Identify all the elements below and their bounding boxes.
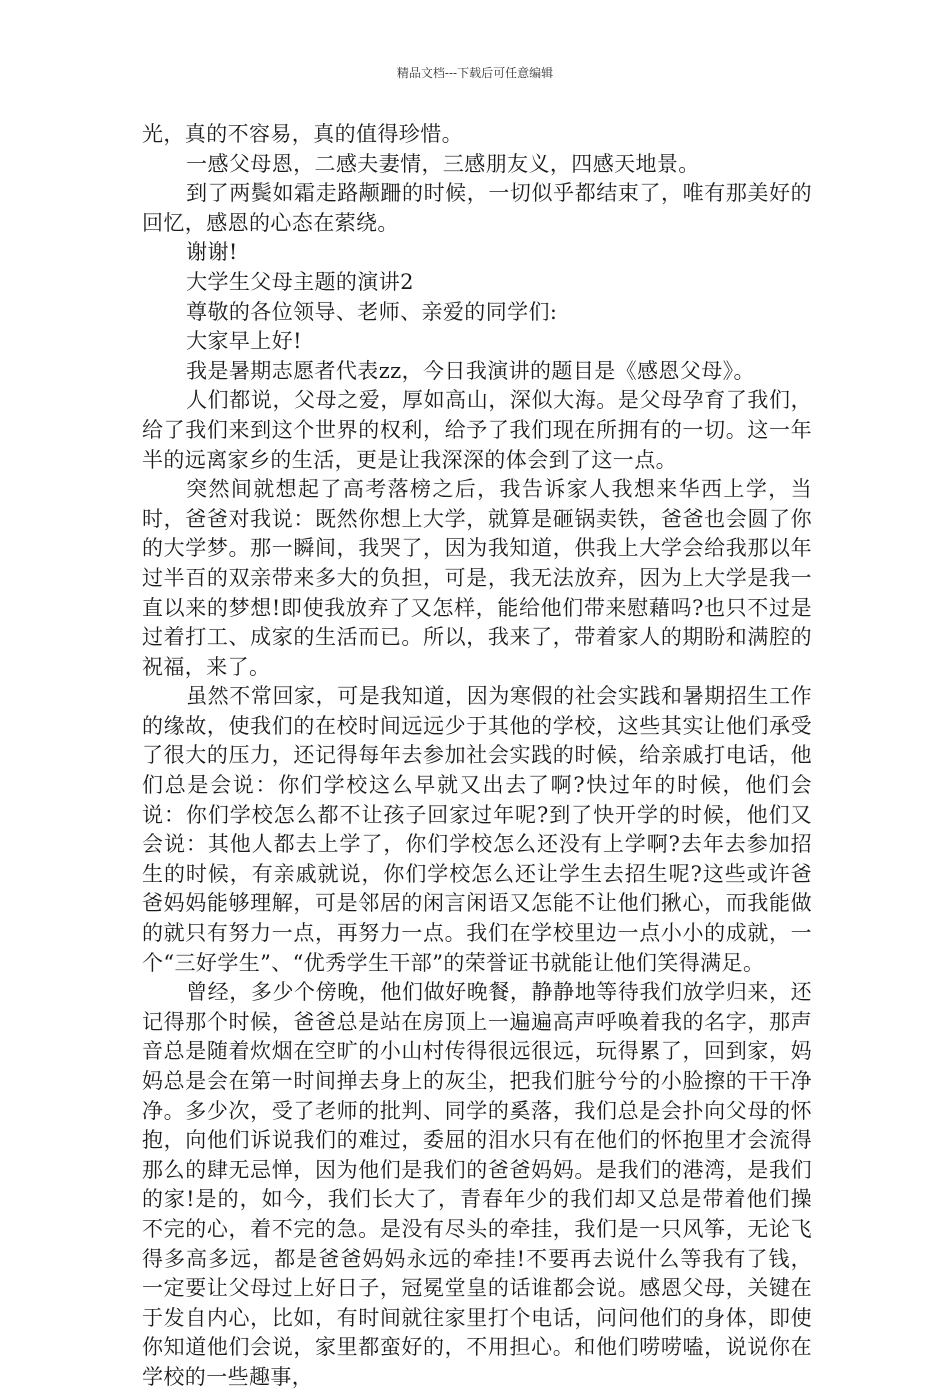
paragraph: 到了两鬓如霜走路颟跚的时候，一切似乎都结束了，唯有那美好的回忆，感恩的心态在萦绕。 [142,181,812,235]
paragraph: 我是暑期志愿者代表zz，今日我演讲的题目是《感恩父母》。 [186,358,755,383]
document-body [142,120,812,1393]
paragraph: 人们都说，父母之爱，厚如高山，深似大海。是父母孕育了我们，给了我们来到这个世界的权利，给予了我们现在所拥有的一切。这一年半的远离家乡的生活，更是让我深深的体会到了这一点。 [142,388,812,472]
paragraph: 突然间就想起了高考落榜之后，我告诉家人我想来华西上学，当时，爸爸对我说：既然你想上大学，就算是砸锅卖铁，爸爸也会圆了你的大学梦。那一瞬间，我哭了，因为我知道，供我上大学会给我那以年过半百的双亲带来多大的负担，可是，我无法放弃，因为上大学是我一直以来的梦想!即使我放弃了又怎样，能给他们带来慰藉吗?也只不过是过着打工、成家的生活而已。所以，我来了，带着家人的期盼和满腔的祝福，来了。 [142,477,812,679]
greeting: 大家早上好! [186,329,302,354]
paragraph: 曾经，多少个傍晚，他们做好晚餐，静静地等待我们放学归来，还记得那个时候，爸爸总是站在房顶上一遍遍高声呼唤着我的名字，那声音总是随着炊烟在空旷的小山村传得很远很远，玩得累了，回到家，妈妈总是会在第一时间掸去身上的灰尘，把我们脏兮兮的小脸擦的干干净净。多少次，受了老师的批判、同学的奚落，我们总是会扑向父母的怀抱，向他们诉说我们的难过，委屈的泪水只有在他们的怀抱里才会流得那么的肆无忌惮，因为他们是我们的爸爸妈妈。是我们的港湾，是我们的家!是的，如今，我们长大了，青春年少的我们却又总是带着他们操不完的心，着不完的急。是没有尽头的牵挂，我们是一只风筝，无论飞得多高多远，都是爸爸妈妈永远的牵挂!不要再去说什么等我有了钱，一定要让父母过上好日子，冠冕堂皇的话谁都会说。感恩父母，关键在于发自内心，比如，有时间就往家里打个电话，问问他们的身体，即使你知道他们会说，家里都蛮好的，不用担心。和他们唠唠嗑，说说你在学校的一些趣事， [142,980,812,1389]
paragraph: 谢谢! [186,240,238,265]
paragraph: 虽然不常回家，可是我知道，因为寒假的社会实践和暑期招生工作的缘故，使我们的在校时间远远少于其他的学校，这些其实让他们承受了很大的压力，还记得每年去参加社会实践的时候，给亲戚打电话，他们总是会说：你们学校这么早就又出去了啊?快过年的时候，他们会说：你们学校怎么都不让孩子回家过年呢?到了快开学的时候，他们又会说：其他人都去上学了，你们学校怎么还没有上学啊?去年去参加招生的时候，有亲戚就说，你们学校怎么还让学生去招生呢?这些或许爸爸妈妈能够理解，可是邻居的闲言闲语又怎能不让他们揪心，而我能做的就只有努力一点，再努力一点。我们在学校里边一点小小的成就，一个“三好学生”、“优秀学生干部”的荣誉证书就能让他们笑得满足。 [142,684,812,975]
salutation: 尊敬的各位领导、老师、亲爱的同学们: [186,299,558,324]
paragraph-continuation: 光，真的不容易，真的值得珍惜。 [142,122,463,146]
section-title: 大学生父母主题的演讲2 [186,269,414,294]
page-header: 精品文档---下载后可任意编辑 [396,66,554,80]
paragraph: 一感父母恩，二感夫妻情，三感朋友义，四感天地景。 [186,151,700,176]
